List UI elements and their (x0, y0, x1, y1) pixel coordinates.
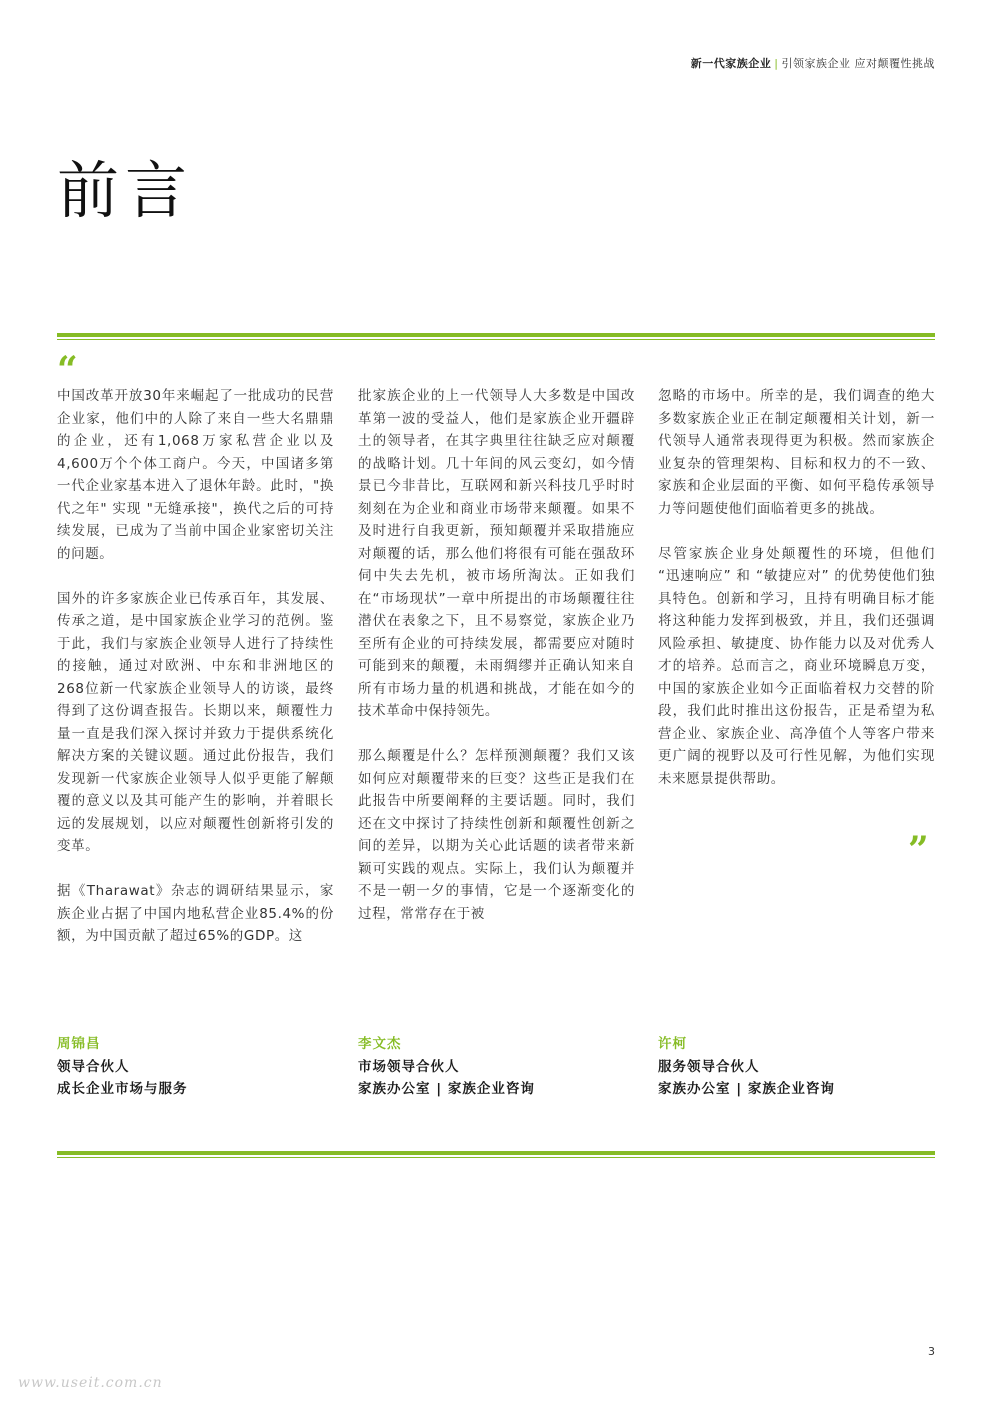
signatory-name: 许柯 (658, 1036, 687, 1052)
signatory-department: 家族办公室 | 家族企业咨询 (658, 1081, 835, 1097)
paragraph: 中国改革开放30年来崛起了一批成功的民营企业家，他们中的人除了来自一些大名鼎鼎的企业，还有1,068万家私营企业以及4,600万个个体工商户。今天，中国诸多第一代企业家基本进入了退休年龄。此时，"换代之年" 实现 "无缝承接"，换代之后的可持续发展，已成为了当前中国企业家密切关注的问题。 (57, 388, 334, 562)
paragraph: 国外的许多家族企业已传承百年，其发展、传承之道，是中国家族企业学习的范例。鉴于此，我们与家族企业领导人进行了持续性的接触，通过对欧洲、中东和非洲地区的268位新一代家族企业领导人的访谈，最终得到了这份调查报告。长期以来，颠覆性力量一直是我们深入探讨并致力于提供系统化解决方案的关键议题。通过此份报告，我们发现新一代家族企业领导人似乎更能了解颠覆的意义以及其可能产生的影响，并着眼长远的发展规划，以应对颠覆性创新将引发的变革。 (57, 590, 334, 854)
signature-block (57, 1033, 188, 1101)
text-column-2 (358, 385, 635, 948)
running-header (691, 55, 935, 71)
open-quote-icon: “ (57, 349, 78, 391)
signatory-title: 服务领导合伙人 (658, 1058, 760, 1075)
text-column-3 (658, 385, 935, 813)
header-publication-title: 新一代家族企业 (690, 57, 772, 70)
signatory-department: 家族办公室 | 家族企业咨询 (358, 1081, 535, 1097)
page-number: 3 (928, 1345, 935, 1358)
bottom-divider (57, 1151, 935, 1158)
paragraph: 尽管家族企业身处颠覆性的环境，但他们 “迅速响应” 和 “敏捷应对” 的优势使他们独具特色。创新和学习，且持有明确目标才能将这种能力发挥到极致，并且，我们还强调风险承担、敏捷度、协作能力以及对优秀人才的培养。总而言之，商业环境瞬息万变，中国的家族企业如今正面临着权力交替的阶段，我们此时推出这份报告，正是希望为私营企业、家族企业、高净值个人等客户带来更广阔的视野以及可行性见解，为他们实现未来愿景提供帮助。 (658, 545, 935, 787)
paragraph: 忽略的市场中。所幸的是，我们调查的绝大多数家族企业正在制定颠覆相关计划，新一代领导人通常表现得更为积极。然而家族企业复杂的管理架构、目标和权力的不一致、家族和企业层面的平衡、如何平稳传承领导力等问题使他们面临着更多的挑战。 (658, 388, 935, 517)
paragraph: 那么颠覆是什么？怎样预测颠覆？我们又该如何应对颠覆带来的巨变？这些正是我们在此报告中所要阐释的主要话题。同时，我们还在文中探讨了持续性创新和颠覆性创新之间的差异，以期为关心此话题的读者带来新颖可实践的观点。实际上，我们认为颠覆并不是一朝一夕的事情，它是一个逐渐变化的过程，常常存在于被 (358, 748, 635, 922)
close-quote-icon: ” (908, 829, 929, 871)
text-column-1 (57, 385, 334, 970)
signatory-title: 市场领导合伙人 (358, 1058, 460, 1075)
signatory-name: 周锦昌 (57, 1036, 101, 1052)
page-title: 前言 (57, 154, 194, 227)
signature-block (658, 1033, 835, 1101)
paragraph: 据《Tharawat》杂志的调研结果显示，家族企业占据了中国内地私营企业85.4%的份额，为中国贡献了超过65%的GDP。这 (57, 883, 334, 944)
signatory-title: 领导合伙人 (57, 1058, 130, 1075)
top-divider (57, 333, 935, 340)
header-subtitle: 引领家族企业 应对颠覆性挑战 (781, 57, 935, 70)
signatory-name: 李文杰 (358, 1036, 402, 1052)
header-separator: | (774, 57, 779, 70)
signatory-department: 成长企业市场与服务 (57, 1081, 188, 1097)
paragraph: 批家族企业的上一代领导人大多数是中国改革第一波的受益人，他们是家族企业开疆辟土的领导者，在其字典里往往缺乏应对颠覆的战略计划。几十年间的风云变幻，如今情景已今非昔比，互联网和新兴科技几乎时时刻刻在为企业和商业市场带来颠覆。如果不及时进行自我更新，预知颠覆并采取措施应对颠覆的话，那么他们将很有可能在强敌环伺中失去先机，被市场所淘汰。正如我们在“市场现状”一章中所提出的市场颠覆往往潜伏在表象之下，且不易察觉，家族企业乃至所有企业的可持续发展，都需要应对随时可能到来的颠覆，未雨绸缪并正确认知来自所有市场力量的机遇和挑战，才能在如今的技术革命中保持领先。 (358, 388, 635, 719)
watermark: www.useit.com.cn (18, 1375, 163, 1391)
signature-block (358, 1033, 535, 1101)
